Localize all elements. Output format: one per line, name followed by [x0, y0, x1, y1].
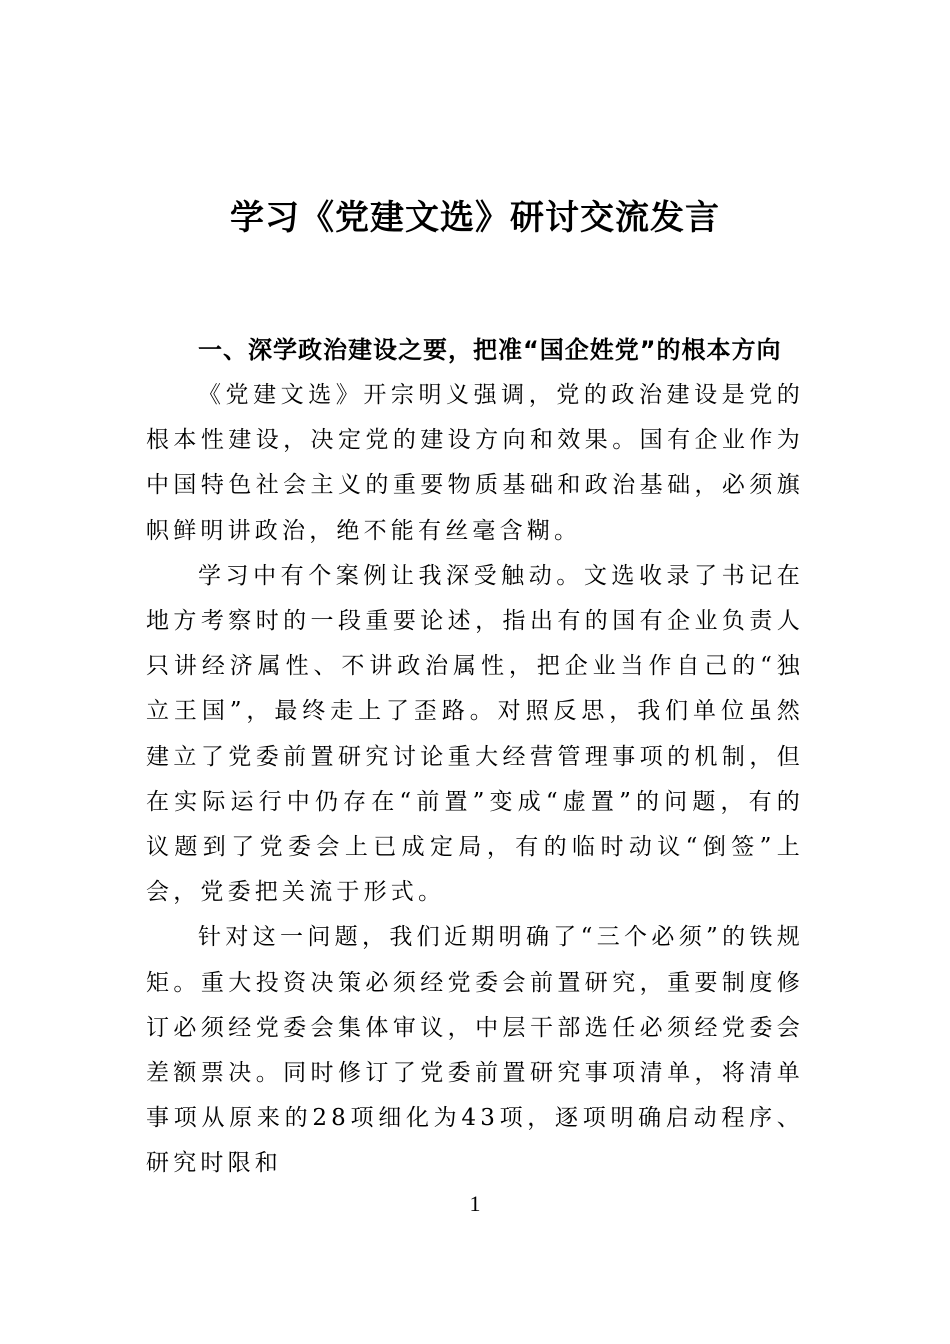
paragraph: 学习中有个案例让我深受触动。文选收录了书记在地方考察时的一段重要论述，指出有的国有企业负责人只讲经济属性、不讲政治属性，把企业当作自己的“独立王国”，最终走上了歪路。对照反思，我们单位虽然建立了党委前置研究讨论重大经营管理事项的机制，但在实际运行中仍存在“前置”变成“虚置”的问题，有的议题到了党委会上已成定局，有的临时动议“倒签”上会，党委把关流于形式。 — [146, 562, 804, 906]
page-number: 1 — [469, 1191, 481, 1216]
paragraph: 针对这一问题，我们近期明确了“三个必须”的铁规矩。重大投资决策必须经党委会前置研究，重要制度修订必须经党委会集体审议，中层干部选任必须经党委会差额票决。同时修订了党委前置研究事项清单，将清单事项从原来的28项细化为43项，逐项明确启动程序、研究时限和 — [146, 924, 804, 1177]
document-title: 学习《党建文选》研讨交流发言 — [230, 198, 720, 238]
section-heading: 一、深学政治建设之要，把准“国企姓党”的根本方向 — [198, 336, 782, 364]
paragraph: 《党建文选》开宗明义强调，党的政治建设是党的根本性建设，决定党的建设方向和效果。国有企业作为中国特色社会主义的重要物质基础和政治基础，必须旗帜鲜明讲政治，绝不能有丝毫含糊。 — [146, 382, 804, 544]
document-body — [146, 328, 804, 1187]
